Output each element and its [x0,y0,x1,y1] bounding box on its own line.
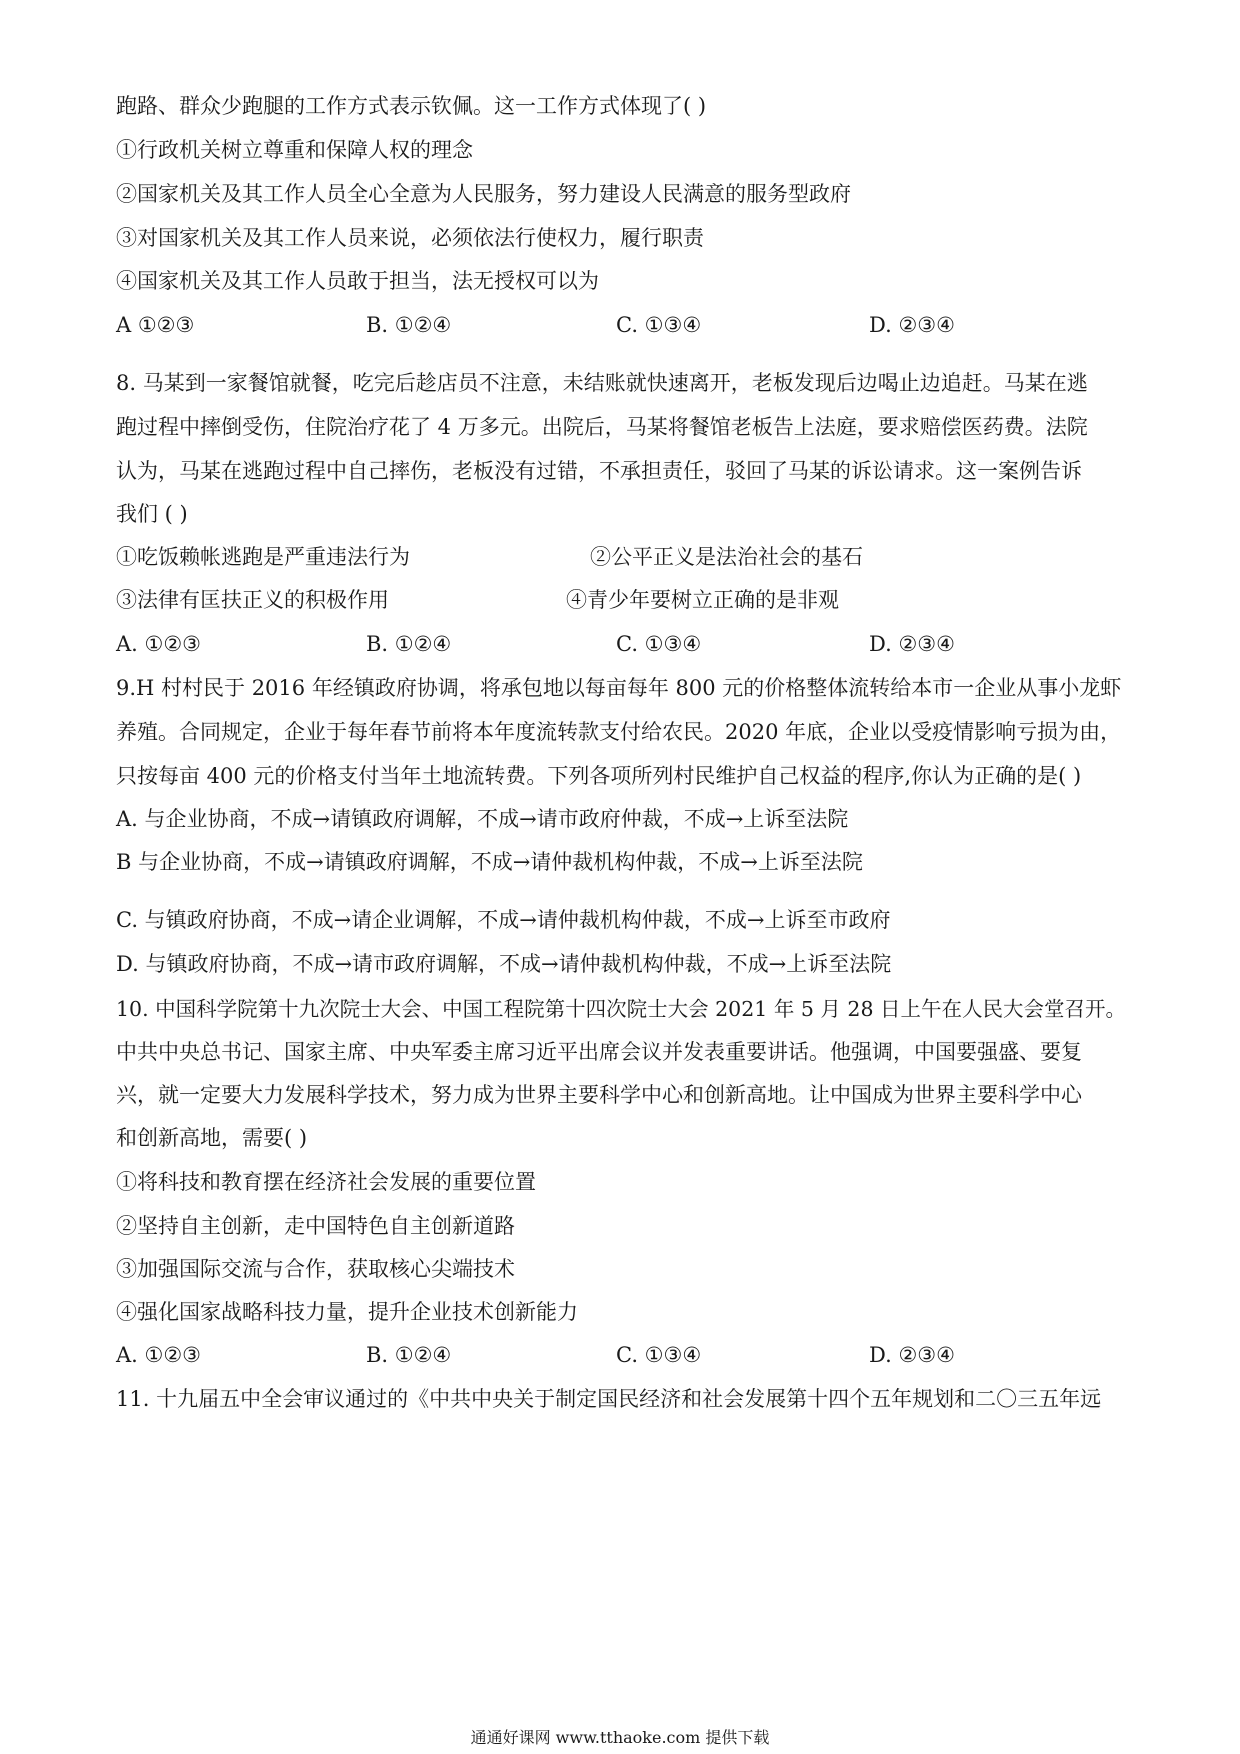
q7-options [116,310,1140,340]
q10-item-4: ④强化国家战略科技力量，提升企业技术创新能力 [116,1300,578,1324]
q9-option-d: D. 与镇政府协商，不成→请市政府调解，不成→请仲裁机构仲裁，不成→上诉至法院 [116,952,892,976]
q8-item-2: ②公平正义是法治社会的基石 [590,545,863,569]
q10-stem-line-3: 兴，就一定要大力发展科学技术，努力成为世界主要科学中心和创新高地。让中国成为世界主要科学中心 [116,1083,1082,1107]
q7-stem: 跑路、群众少跑腿的工作方式表示钦佩。这一工作方式体现了( ) [116,94,707,118]
q8-stem-line-3: 认为，马某在逃跑过程中自己摔伤，老板没有过错，不承担责任，驳回了马某的诉讼请求。这一案例告诉 [116,459,1082,483]
q8-option-d: D. ②③④ [869,632,955,656]
q10-option-a: A. ①②③ [116,1343,201,1367]
q8-items-row-2 [116,585,1140,615]
q8-item-3: ③法律有匡扶正义的积极作用 [116,588,389,612]
q10-item-1: ①将科技和教育摆在经济社会发展的重要位置 [116,1170,536,1194]
q8-stem-line-4: 我们 ( ) [116,502,188,526]
q7-item-3: ③对国家机关及其工作人员来说，必须依法行使权力，履行职责 [116,226,704,250]
q9-option-a: A. 与企业协商，不成→请镇政府调解，不成→请市政府仲裁，不成→上诉至法院 [116,807,849,831]
q10-option-b: B. ①②④ [366,1343,452,1367]
q9-stem-line-3: 只按每亩 400 元的价格支付当年土地流转费。下列各项所列村民维护自己权益的程序,你认为正确的是( ) [116,764,1082,788]
q8-option-c: C. ①③④ [616,632,702,656]
q7-option-b: B. ①②④ [366,313,452,337]
q10-option-d: D. ②③④ [869,1343,955,1367]
q8-option-b: B. ①②④ [366,632,452,656]
q10-stem-line-2: 中共中央总书记、国家主席、中央军委主席习近平出席会议并发表重要讲话。他强调，中国要强盛、要复 [116,1040,1082,1064]
page-footer: 通通好课网 www.tthaoke.com 提供下载 [470,1728,770,1747]
q7-option-d: D. ②③④ [869,313,955,337]
q8-item-4: ④青少年要树立正确的是非观 [566,588,839,612]
q7-option-c: C. ①③④ [616,313,702,337]
q9-stem-line-2: 养殖。合同规定，企业于每年春节前将本年度流转款支付给农民。2020 年底，企业以受疫情影响亏损为由， [116,720,1122,744]
q7-option-a: A ①②③ [116,313,195,337]
q8-stem-line-1: 8. 马某到一家餐馆就餐，吃完后趁店员不注意，未结账就快速离开，老板发现后边喝止边追赶。马某在逃 [116,371,1088,395]
q10-options [116,1340,1140,1370]
q11-stem-line-1: 11. 十九届五中全会审议通过的《中共中央关于制定国民经济和社会发展第十四个五年规划和二〇三五年远 [116,1387,1102,1411]
q8-options [116,629,1140,659]
q9-option-c: C. 与镇政府协商，不成→请企业调解，不成→请仲裁机构仲裁，不成→上诉至市政府 [116,908,891,932]
q7-item-2: ②国家机关及其工作人员全心全意为人民服务，努力建设人民满意的服务型政府 [116,182,851,206]
q8-item-1: ①吃饭赖帐逃跑是严重违法行为 [116,545,410,569]
q9-option-b: B 与企业协商，不成→请镇政府调解，不成→请仲裁机构仲裁，不成→上诉至法院 [116,850,863,874]
q10-option-c: C. ①③④ [616,1343,702,1367]
q10-stem-line-4: 和创新高地，需要( ) [116,1126,308,1150]
q9-stem-line-1: 9.H 村村民于 2016 年经镇政府协调，将承包地以每亩每年 800 元的价格整体流转给本市一企业从事小龙虾 [116,676,1122,700]
q7-item-4: ④国家机关及其工作人员敢于担当，法无授权可以为 [116,269,599,293]
q7-item-1: ①行政机关树立尊重和保障人权的理念 [116,138,473,162]
q10-stem-line-1: 10. 中国科学院第十九次院士大会、中国工程院第十四次院士大会 2021 年 5 月 28 日上午在人民大会堂召开。 [116,997,1127,1021]
q10-item-3: ③加强国际交流与合作，获取核心尖端技术 [116,1257,515,1281]
q8-option-a: A. ①②③ [116,632,201,656]
q10-item-2: ②坚持自主创新，走中国特色自主创新道路 [116,1214,515,1238]
q8-stem-line-2: 跑过程中摔倒受伤，住院治疗花了 4 万多元。出院后，马某将餐馆老板告上法庭，要求赔偿医药费。法院 [116,415,1088,439]
q8-items-row-1 [116,542,1140,572]
